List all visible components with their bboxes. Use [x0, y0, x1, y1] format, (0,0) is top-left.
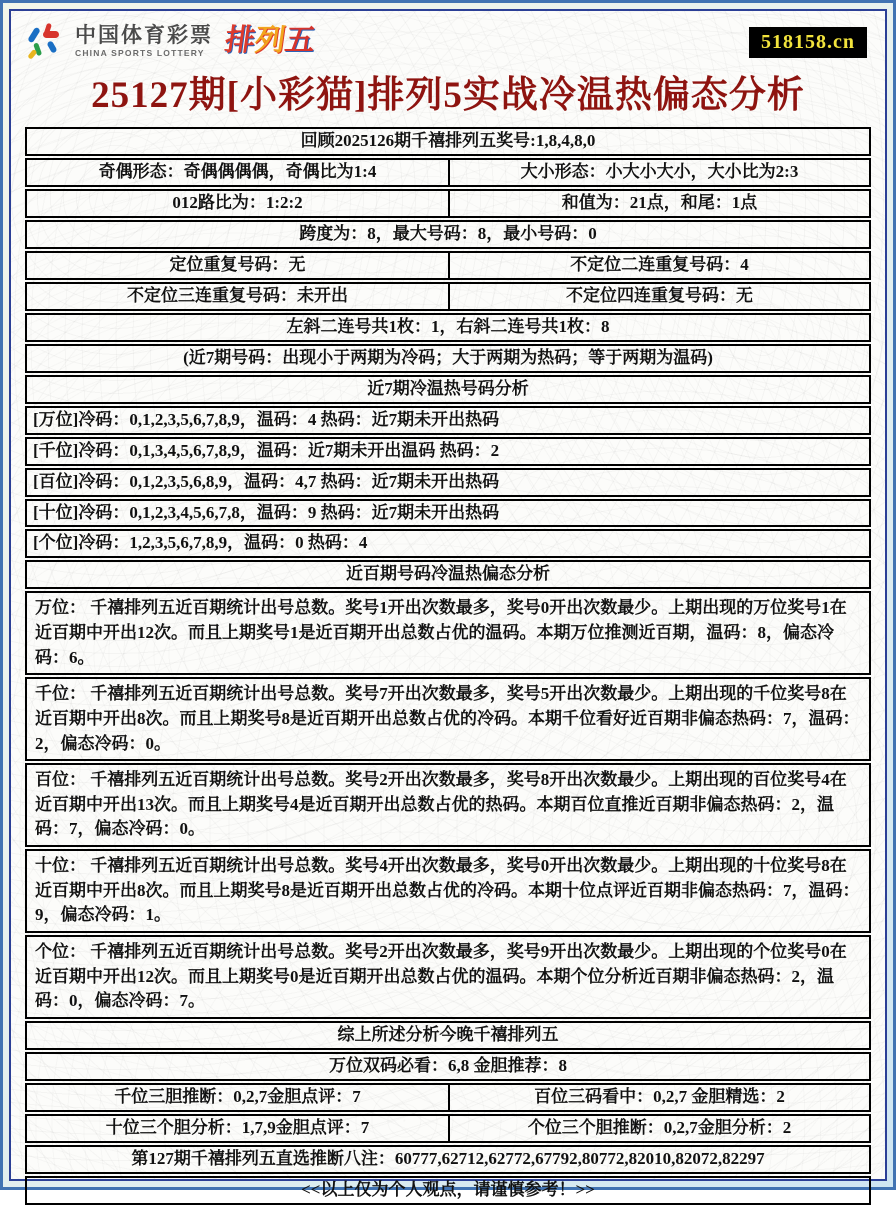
table-cell-qianwei-pick: 千位三胆推断：0,2,7金胆点评：7: [114, 1086, 361, 1106]
table-cell-bigsmall: 大小形态：小大小大小，大小比为2:3: [448, 160, 869, 185]
table-cell-gewei-pick: 个位三个胆推断：0,2,7金胆分析：2: [448, 1116, 869, 1141]
table-row-wanwei-codes: [万位]冷码：0,1,2,3,5,6,7,8,9，温码：4 热码：近7期未开出热码: [25, 406, 871, 435]
table-row-diagonal: 左斜二连号共1枚：1，右斜二连号共1枚：8: [25, 313, 871, 342]
section-header-7period: 近7期冷温热号码分析: [25, 375, 871, 404]
table-row-review: 回顾2025126期千禧排列五奖号:1,8,4,8,0: [25, 127, 871, 156]
section-header-summary: 综上所述分析今晚千禧排列五: [25, 1021, 871, 1050]
table-row-shiwei-gewei-pick: [25, 1114, 871, 1143]
pailie5-char-1: 排: [222, 24, 258, 57]
table-row-gewei-codes: [个位]冷码：1,2,3,5,6,7,8,9，温码：0 热码：4: [25, 529, 871, 558]
table-cell-baiwei-pick: 百位三码看中：0,2,7 金胆精选：2: [448, 1085, 869, 1110]
table-row-oddeven-bigsmall: [25, 158, 871, 187]
logo-chinese-name: 中国体育彩票: [75, 23, 213, 47]
paragraph-shiwei-analysis: 十位： 千禧排列五近百期统计出号总数。奖号4开出次数最多，奖号0开出次数最少。上期出现的十位奖号8在近百期中开出8次。而且上期奖号8是近百期开出总数占优的冷码。本期十位点评近百期非偏态热码：7，温码：9，偏态冷码：1。: [25, 849, 871, 933]
table-cell-sumvalue: 和值为：21点，和尾：1点: [448, 191, 869, 216]
table-row-span: 跨度为：8，最大号码：8，最小号码：0: [25, 220, 871, 249]
table-cell-3link-repeat: 不定位三连重复号码：未开出: [127, 285, 348, 305]
logo-text-block: [75, 25, 213, 58]
table-cell-4link-repeat: 不定位四连重复号码：无: [448, 284, 869, 309]
table-cell-012ratio: 012路比为：1:2:2: [172, 193, 303, 213]
table-row-qianwei-baiwei-pick: [25, 1083, 871, 1112]
paragraph-baiwei-analysis: 百位： 千禧排列五近百期统计出号总数。奖号2开出次数最多，奖号8开出次数最少。上期出现的百位奖号4在近百期中开出13次。而且上期奖号4是近百期开出总数占优的热码。本期百位直推近百期非偏态热码：2，温码：7，偏态冷码：0。: [25, 763, 871, 847]
table-row-coldhot-note: (近7期号码：出现小于两期为冷码；大于两期为热码；等于两期为温码): [25, 344, 871, 373]
table-cell-2link-repeat: 不定位二连重复号码：4: [448, 253, 869, 278]
table-row-qianwei-codes: [千位]冷码：0,1,3,4,5,6,7,8,9，温码：近7期未开出温码 热码：2: [25, 437, 871, 466]
table-row-disclaimer: <<以上仅为个人观点，请谨慎参考！>>: [25, 1176, 871, 1205]
header: [25, 19, 871, 71]
logo-english-name: CHINA SPORTS LOTTERY: [75, 47, 205, 58]
table-cell-shiwei-pick: 十位三个胆分析：1,7,9金胆点评：7: [105, 1117, 370, 1137]
table-row-012-sum: [25, 189, 871, 218]
table-row-eight-picks: 第127期千禧排列五直选推断八注：60777,62712,62772,67792,80772,82010,82072,82297: [25, 1145, 871, 1174]
table-row-repeat1: [25, 251, 871, 280]
table-row-shiwei-codes: [十位]冷码：0,1,2,3,4,5,6,7,8，温码：9 热码：近7期未开出热码: [25, 499, 871, 528]
pailie5-char-2: 列: [252, 24, 288, 57]
table-cell-position-repeat: 定位重复号码：无: [169, 255, 306, 274]
section-header-100period: 近百期号码冷温热偏态分析: [25, 560, 871, 589]
china-sports-lottery-logo: [25, 19, 871, 63]
page-frame-bevel: [3, 3, 893, 1199]
analysis-table: [25, 125, 871, 1204]
lottery-logo-icon: [25, 19, 69, 63]
paragraph-gewei-analysis: 个位： 千禧排列五近百期统计出号总数。奖号2开出次数最多，奖号9开出次数最少。上期出现的个位奖号0在近百期中开出12次。而且上期奖号0是近百期开出总数占优的温码。本期个位分析近百期非偏态热码：2，温码：0，偏态冷码：7。: [25, 935, 871, 1019]
table-row-baiwei-codes: [百位]冷码：0,1,2,3,5,6,8,9，温码：4,7 热码：近7期未开出热码: [25, 468, 871, 497]
paragraph-wanwei-analysis: 万位： 千禧排列五近百期统计出号总数。奖号1开出次数最多，奖号0开出次数最少。上期出现的万位奖号1在近百期中开出12次。而且上期奖号1是近百期开出总数占优的温码。本期万位推测近百期，温码：8，偏态冷码：6。: [25, 591, 871, 675]
table-row-repeat2: [25, 282, 871, 311]
page-title: 25127期[小彩猫]排列5实战冷温热偏态分析: [91, 75, 805, 116]
pailie5-char-3: 五: [282, 24, 318, 57]
content-area: [9, 9, 887, 1199]
paragraph-qianwei-analysis: 千位： 千禧排列五近百期统计出号总数。奖号7开出次数最多，奖号5开出次数最少。上期出现的千位奖号8在近百期中开出8次。而且上期奖号8是近百期开出总数占优的冷码。本期千位看好近百期非偏态热码：7，温码：2，偏态冷码：0。: [25, 677, 871, 761]
table-cell-oddeven: 奇偶形态：奇偶偶偶偶，奇偶比为1:4: [98, 162, 377, 182]
site-watermark-badge[interactable]: 518158.cn: [749, 27, 867, 58]
table-row-wanwei-pick: 万位双码必看：6,8 金胆推荐：8: [25, 1052, 871, 1081]
pailie5-logo-text: [222, 19, 318, 63]
